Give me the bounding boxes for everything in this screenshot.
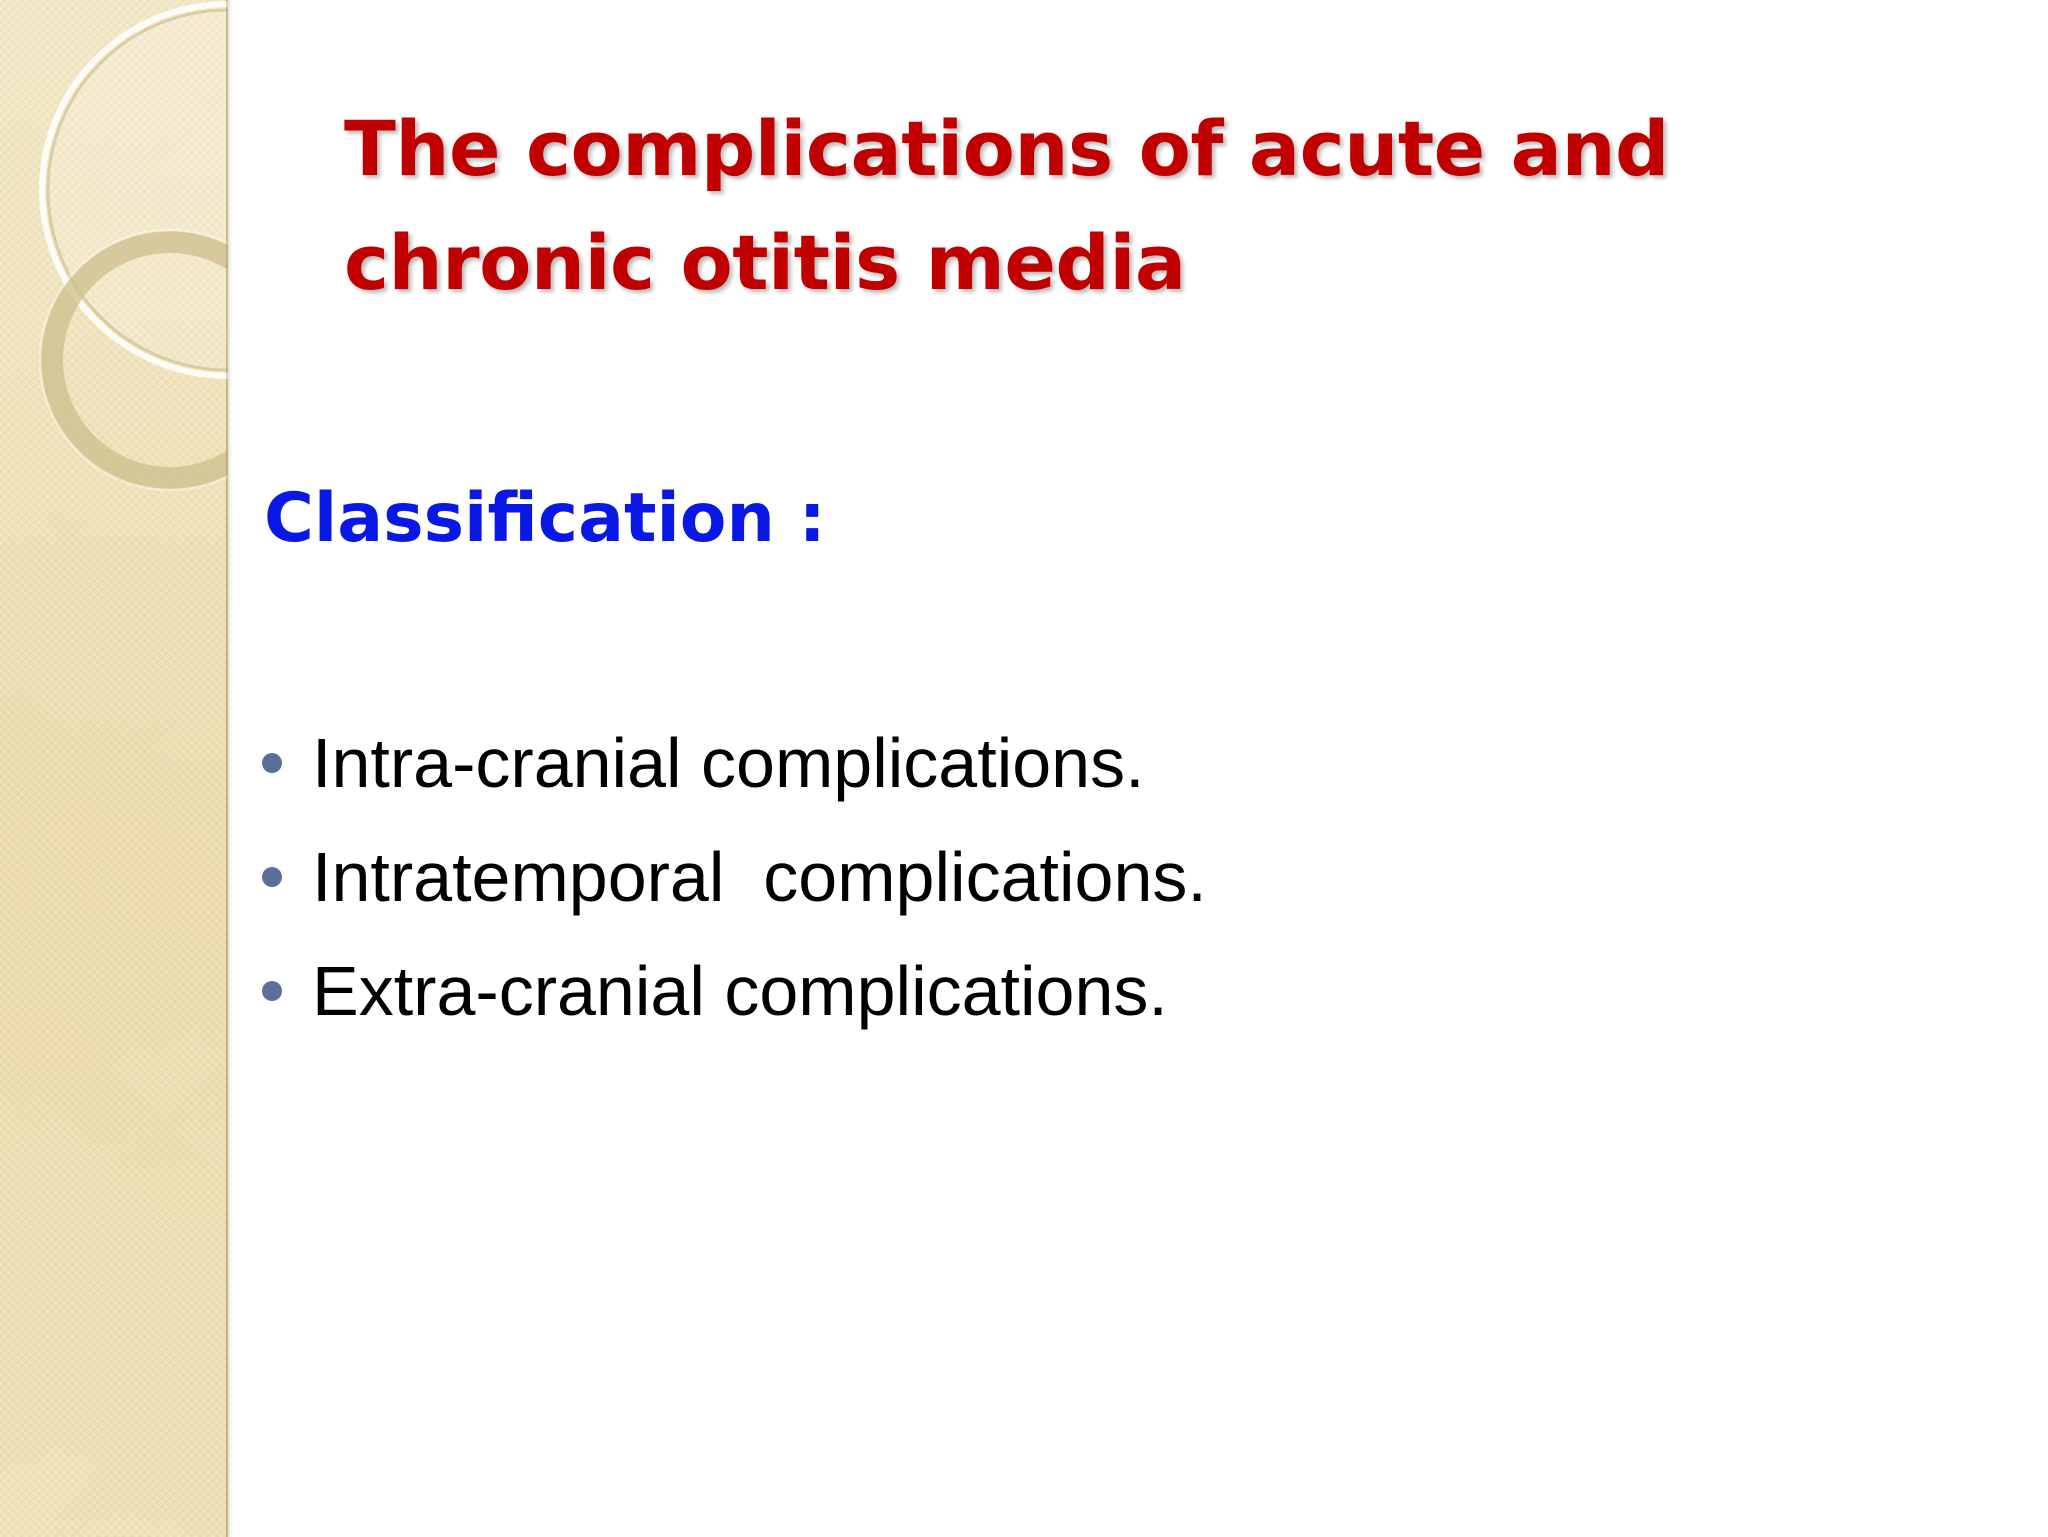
decorative-side-band: [0, 0, 228, 1537]
bullet-icon: [262, 981, 282, 1001]
list-item: [262, 820, 1207, 934]
list-item-text: Intra-cranial complications.: [312, 724, 1145, 802]
side-band-shadow: [226, 0, 232, 1537]
list-item-text: Extra-cranial complications.: [312, 952, 1168, 1030]
bullet-icon: [262, 753, 282, 773]
list-item: [262, 934, 1207, 1048]
list-item-text: Intratemporal complications.: [312, 838, 1207, 916]
decorative-rings-icon: [0, 0, 228, 520]
list-item: [262, 706, 1207, 820]
slide-title: The complications of acute and chronic otitis media: [344, 104, 1669, 307]
bullet-icon: [262, 867, 282, 887]
complications-list: [262, 706, 1207, 1048]
classification-heading: Classification :: [264, 479, 826, 558]
